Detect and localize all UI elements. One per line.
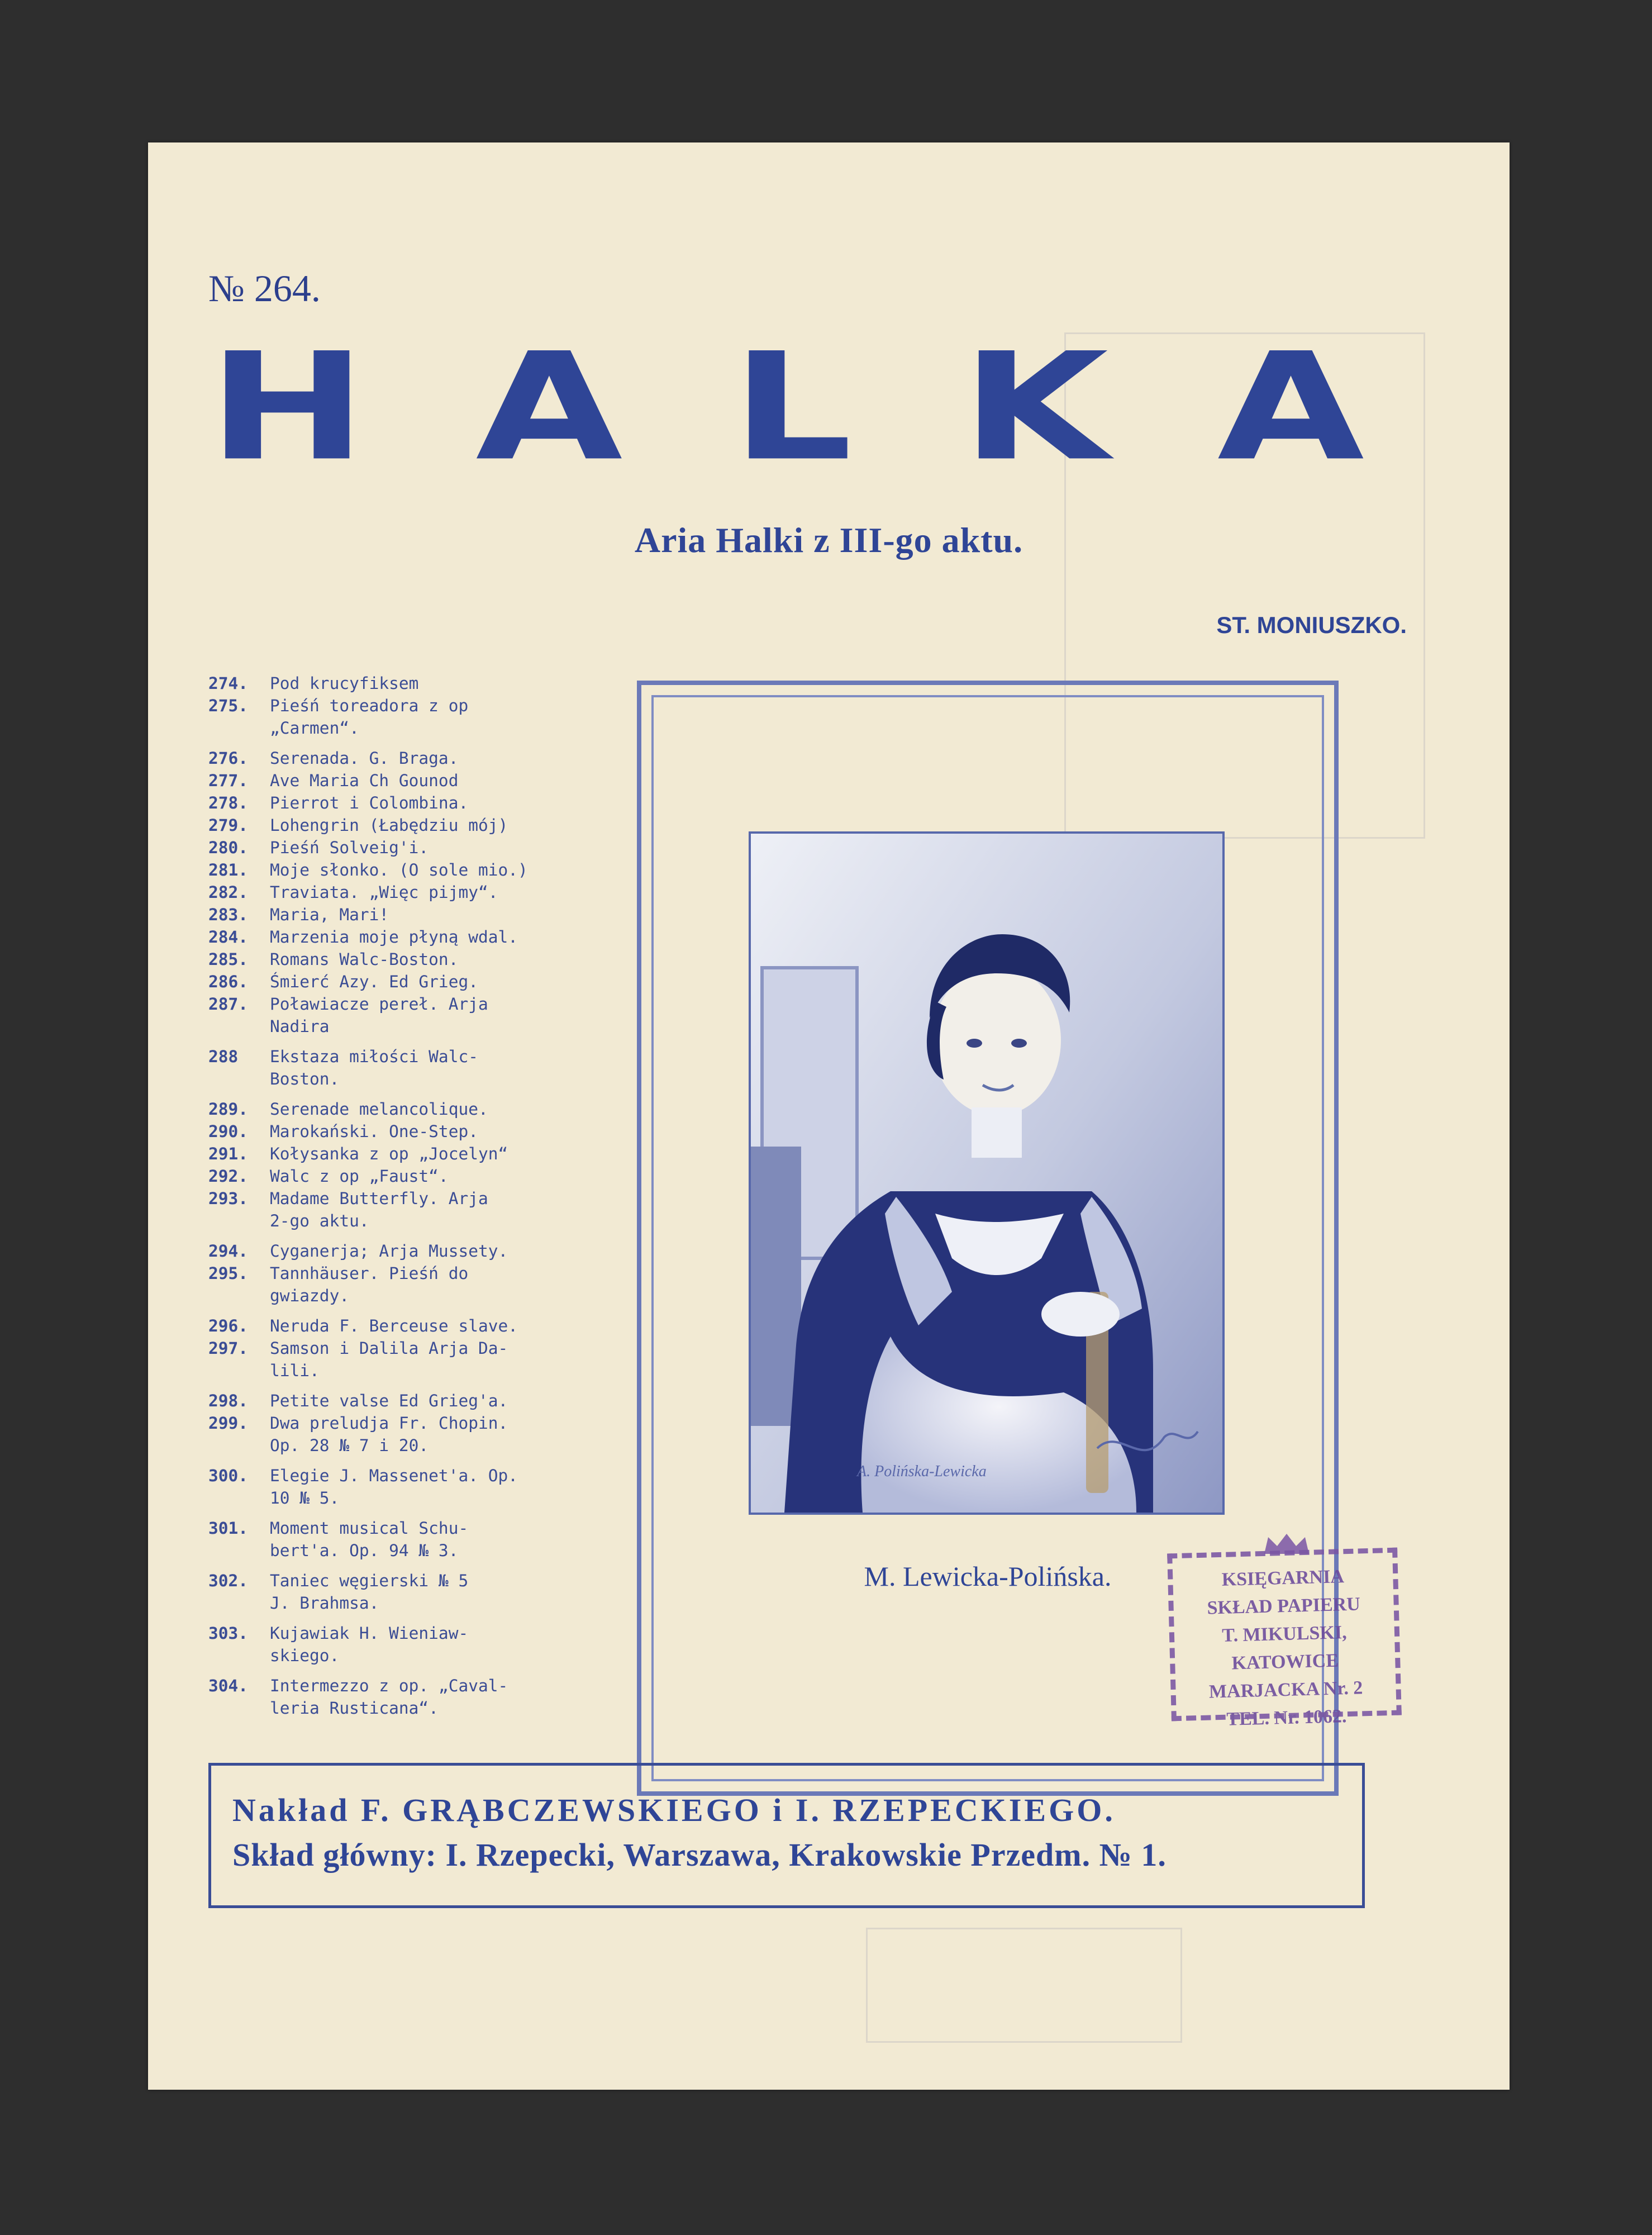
song-title: Moje słonko. (O sole mio.) [270,860,528,879]
song-list-item [208,859,563,881]
song-list-item [208,1390,563,1412]
title-halka [208,321,1364,494]
song-title: Dwa preludja Fr. Chopin. Op. 28 № 7 i 20. [270,1414,508,1455]
song-number: 282. [208,883,249,902]
song-title: Romans Walc-Boston. [270,950,459,969]
song-number: 303. [208,1624,249,1643]
publisher-line: Nakład F. GRĄBCZEWSKIEGO i I. RZEPECKIEGO. [232,1792,1116,1828]
sheet-music-cover [148,142,1510,2090]
song-number: 285. [208,950,249,969]
song-number: 297. [208,1339,249,1358]
song-catalog-list [208,672,563,1719]
song-list-item [208,1464,563,1509]
stamp-text-box [1167,1548,1402,1730]
song-list-item [208,695,563,739]
portrait-illustration [751,834,1222,1513]
song-number: 288 [208,1047,239,1066]
song-title: Walc z op „Faust“. [270,1167,449,1186]
song-title: Madame Butterfly. Arja 2-go aktu. [270,1189,488,1230]
song-list-item [208,993,563,1038]
song-title: Marokański. One-Step. [270,1122,478,1141]
song-title: Pod krucyfiksem [270,674,419,693]
song-title: Neruda F. Berceuse slave. [270,1316,518,1335]
composer: ST. MONIUSZKO. [1216,612,1407,638]
song-list-item [208,1098,563,1120]
song-number: 274. [208,674,249,693]
song-number: 302. [208,1571,249,1590]
song-list-item [208,1315,563,1337]
song-title: Ave Maria Ch Gounod [270,771,459,790]
song-number: 280. [208,838,249,857]
bookshop-stamp [1169,1539,1404,1730]
song-title: Serenade melancolique. [270,1100,488,1119]
stamp-line: T. MIKULSKI, [1221,1622,1348,1646]
song-title: Marzenia moje płyną wdal. [270,928,518,947]
song-number: 295. [208,1264,249,1283]
song-list-item [208,836,563,859]
song-title: Intermezzo z op. „Caval- leria Rusticana“. [270,1676,508,1718]
song-list-item [208,814,563,836]
song-number: 296. [208,1316,249,1335]
song-title: Petite valse Ed Grieg'a. [270,1391,508,1410]
song-list-item [208,1165,563,1187]
song-title: Maria, Mari! [270,905,389,924]
song-list-item [208,881,563,903]
song-number: 292. [208,1167,249,1186]
song-list-item [208,1187,563,1232]
title-letter: A [1217,321,1364,494]
song-list-item [208,1517,563,1562]
song-number: 281. [208,860,249,879]
song-title: Serenada. G. Braga. [270,749,459,768]
song-list-item [208,747,563,769]
song-number: 293. [208,1189,249,1208]
stamp-line: KSIĘGARNIA [1221,1566,1345,1590]
title-letter: K [961,321,1109,494]
song-title: Pieśń Solveig'i. [270,838,429,857]
song-title: Moment musical Schu- bert'a. Op. 94 № 3. [270,1519,469,1560]
song-list-item [208,1337,563,1382]
song-number: 283. [208,905,249,924]
title-letter: L [731,321,853,494]
song-number: 299. [208,1414,249,1433]
song-title: Cyganerja; Arja Mussety. [270,1242,508,1261]
song-title: Elegie J. Massenet'a. Op. 10 № 5. [270,1466,518,1508]
song-number: 301. [208,1519,249,1538]
stamp-line: KATOWICE [1231,1650,1339,1674]
stamp-line: TEL. Nr. 1062. [1226,1706,1347,1730]
photo-signature: A. Polińska-Lewicka [857,1463,987,1480]
song-number: 290. [208,1122,249,1141]
song-number: 278. [208,793,249,812]
song-title: Poławiacze pereł. Arja Nadira [270,995,488,1036]
song-title: Lohengrin (Łabędziu mój) [270,816,508,835]
song-list-item [208,926,563,948]
publisher-box [208,1763,1365,1908]
song-number: 294. [208,1242,249,1261]
song-number: 276. [208,749,249,768]
song-title: Samson i Dalila Arja Da- lili. [270,1339,508,1380]
stamp-line: MARJACKA Nr. 2 [1208,1677,1363,1703]
song-title: Pierrot i Colombina. [270,793,469,812]
song-list-item [208,1622,563,1667]
portrait-photo [749,831,1225,1515]
song-list-item [208,1045,563,1090]
song-number: 277. [208,771,249,790]
song-title: Kujawiak H. Wieniaw- skiego. [270,1624,469,1665]
stamp-line: SKŁAD PAPIERU [1207,1594,1361,1619]
song-list-item [208,1120,563,1143]
song-list-item [208,1262,563,1307]
song-title: Pieśń toreadora z op „Carmen“. [270,696,469,738]
song-list-item [208,1240,563,1262]
song-title: Traviata. „Więc pijmy“. [270,883,498,902]
title-letter: H [208,321,367,494]
song-title: Śmierć Azy. Ed Grieg. [270,972,478,991]
song-title: Kołysanka z op „Jocelyn“ [270,1144,508,1163]
song-number: 298. [208,1391,249,1410]
song-number: 304. [208,1676,249,1695]
song-list-item [208,971,563,993]
song-number: 291. [208,1144,249,1163]
song-list-item [208,1675,563,1719]
bleed-through-mark [866,1928,1182,2043]
song-title: Taniec węgierski № 5 J. Brahmsa. [270,1571,469,1613]
song-title: Ekstaza miłości Walc- Boston. [270,1047,478,1088]
song-number: 284. [208,928,249,947]
song-list-item [208,769,563,792]
portrait-caption: M. Lewicka-Polińska. [864,1561,1112,1592]
song-list-item [208,903,563,926]
song-number: 275. [208,696,249,715]
song-list-item [208,1570,563,1614]
song-number: 286. [208,972,249,991]
song-number: 287. [208,995,249,1014]
song-list-item [208,672,563,695]
title-letter: A [475,321,623,494]
distributor-line: Skład główny: I. Rzepecki, Warszawa, Krakowskie Przedm. № 1. [232,1837,1167,1873]
song-number: 279. [208,816,249,835]
song-list-item [208,1143,563,1165]
song-number: 300. [208,1466,249,1485]
catalog-number: № 264. [208,267,321,310]
song-list-item [208,948,563,971]
song-list-item [208,792,563,814]
song-list-item [208,1412,563,1457]
subtitle: Aria Halki z III-go aktu. [634,520,1023,560]
song-title: Tannhäuser. Pieśń do gwiazdy. [270,1264,469,1305]
song-number: 289. [208,1100,249,1119]
